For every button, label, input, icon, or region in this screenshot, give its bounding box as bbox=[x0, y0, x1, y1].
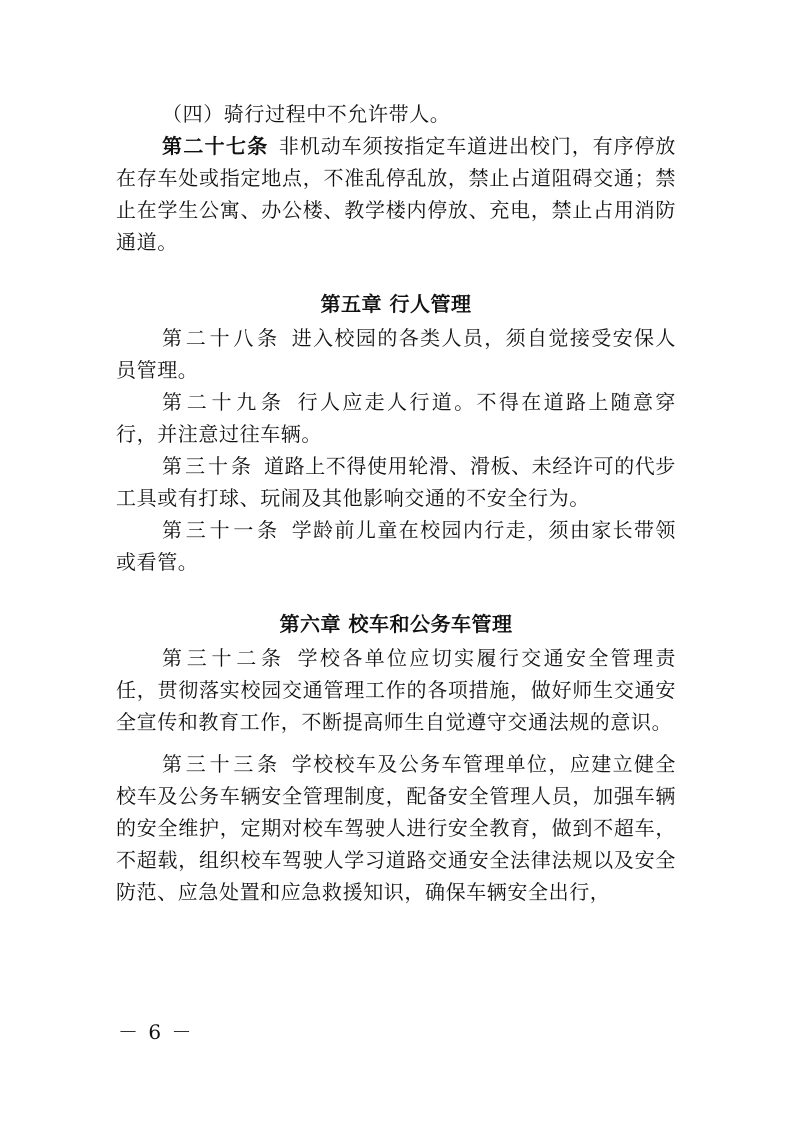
article-29 bbox=[116, 386, 676, 450]
page-number: － 6 － bbox=[118, 1020, 194, 1044]
article-27 bbox=[116, 130, 676, 258]
article-30-text: 道路上不得使用轮滑、滑板、未经许可的代步工具或有打球、玩闹及其他影响交通的不安全行为。 bbox=[116, 454, 676, 510]
article-33 bbox=[116, 748, 676, 908]
item-4-continuation: （四）骑行过程中不允许带人。 bbox=[162, 102, 451, 126]
document-body bbox=[116, 98, 676, 908]
article-33-text: 学校校车及公务车管理单位，应建立健全校车及公务车辆安全管理制度，配备安全管理人员，加强车辆的安全维护，定期对校车驾驶人进行安全教育，做到不超车，不超载，组织校车驾驶人学习道路交通安全法律法规以及安全防范、应急处置和应急救援知识，确保车辆安全出行， bbox=[116, 752, 677, 904]
article-30-label: 第三十条 bbox=[162, 454, 254, 478]
article-27-text: 非机动车须按指定车道进出校门，有序停放在存车处或指定地点，不准乱停乱放，禁止占道阻碍交通；禁止在学生公寓、办公楼、教学楼内停放、充电，禁止占用消防通道。 bbox=[116, 134, 677, 254]
article-31-label: 第三十一条 bbox=[162, 518, 281, 542]
article-31-text: 学龄前儿童在校园内行走，须由家长带领或看管。 bbox=[116, 518, 677, 574]
article-30 bbox=[116, 450, 676, 514]
article-29-text: 行人应走人行道。不得在道路上随意穿行，并注意过往车辆。 bbox=[116, 390, 677, 446]
article-27-label: 第二十七条 bbox=[162, 134, 269, 158]
article-29-label: 第二十九条 bbox=[162, 390, 286, 414]
article-33-label: 第三十三条 bbox=[162, 752, 281, 776]
article-32-label: 第三十二条 bbox=[162, 646, 286, 670]
article-32 bbox=[116, 642, 676, 738]
article-28-text: 进入校园的各类人员，须自觉接受安保人员管理。 bbox=[116, 326, 677, 382]
article-28-label: 第二十八条 bbox=[162, 326, 281, 350]
chapter-5-title: 第五章 行人管理 bbox=[320, 292, 472, 316]
article-31 bbox=[116, 514, 676, 578]
chapter-6-title: 第六章 校车和公务车管理 bbox=[279, 612, 513, 636]
article-32-text: 学校各单位应切实履行交通安全管理责任，贯彻落实校园交通管理工作的各项措施，做好师生交通安全宣传和教育工作，不断提高师生自觉遵守交通法规的意识。 bbox=[116, 646, 677, 734]
article-28 bbox=[116, 322, 676, 386]
